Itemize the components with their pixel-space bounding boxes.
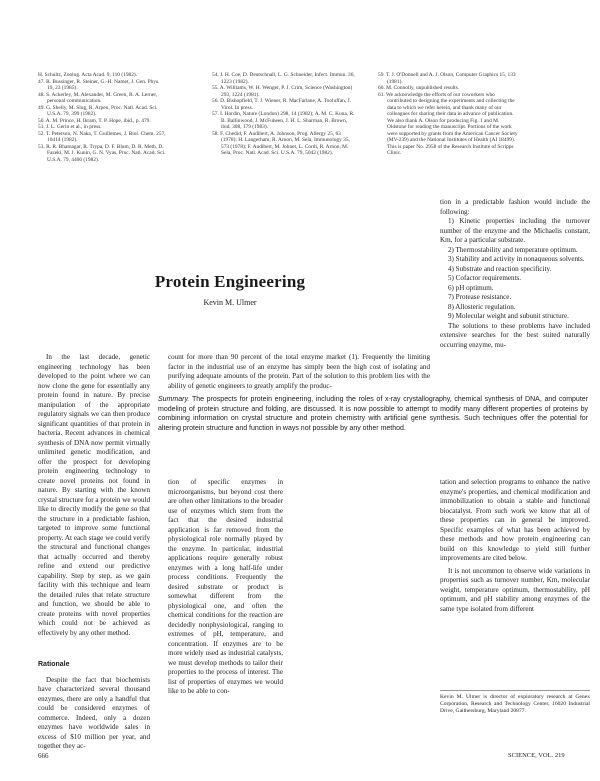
references-col-2 xyxy=(212,72,357,157)
body-column-b-top xyxy=(168,353,430,391)
reference-entry: 59. T. J. O'Donnell and A. J. Olson, Computer Graphics 15, 133 (1981). xyxy=(378,72,516,85)
reference-entry: 61. We acknowledge the efforts of our coworkers who contributed to designing the experiments and collecting the data to which we refer herein, and thank many of our colleagues for sharing their data in advance of publication. We also thank A. Olson for producing Fig. 1 and M. Oldstone for reading the manuscript. Portions of the work were supported by grants from the American Cancer Society (MV-239) and the National Institutes of Health (AI 18499). This is paper No. 2958 of the Research Institute of Scripps Clinic. xyxy=(378,91,518,156)
reference-entry: 57. I. Hordin, Nature (London) 298, 14 (1982); A. M. C. Kuna, R. B. Ballinwood, J. McFuheen, J. H. L. Sharman, R. Brown, ibid. 308, 179 (1983). xyxy=(212,111,355,130)
references-col-1 xyxy=(38,72,166,163)
reference-entry: 55. A. Williams, W. H. Wenger, P. J. Crim, Science (Washington) 293, 1224 (1981). xyxy=(212,85,353,98)
right-top-column xyxy=(440,198,590,350)
property-list xyxy=(440,217,590,322)
reference-entry: 49. G. Shelly, M. Slug, R. Arpen, Proc. Natl. Acad. Sci. U.S.A. 79, 399 (1982). xyxy=(38,104,158,117)
column-c-paragraph: tation and selection programs to enhance the native enzyme's properties, and chemical modification and immobilization to obtain a stable and functional biocatalyst. From such work we know that all of these properties can in general be improved. Specific examples of what has been achieved by these methods and how protein engineering can build on this knowledge to yield still further improvements are cited below. xyxy=(440,478,590,562)
summary-block xyxy=(158,395,588,433)
reference-entry: 54. J. H. Coe, D. Deutschnall, L. G. Schneider, Infect. Immun. 36, 1223 (1982). xyxy=(212,72,355,85)
property-list-item: 3) Stability and activity in nonaqueous solvents. xyxy=(448,255,585,263)
column-c-paragraph-2: It is not uncommon to observe wide variations in properties such as turnover number, Km, molecular weight, temperature optimum, thermostability, pH optimum, and pH stability among enzymes of the same type isolated from different xyxy=(440,566,590,613)
property-list-item: 8) Allosteric regulation. xyxy=(448,302,516,311)
references-col-3 xyxy=(378,72,518,157)
property-list-item: 5) Cofactor requirements. xyxy=(448,274,522,282)
article-title: Protein Engineering xyxy=(154,272,306,291)
rationale-paragraph: Despite the fact that biochemists have characterized several thousand enzymes, there are only a handful that could be considered enzymes of commerce. Indeed, only a dozen enzymes have worldwide sales in excess of $10 million per year, and together they ac- xyxy=(38,675,150,750)
reference-entry: 58. F. Chedid, F. Audibert, A. Johnson, Prog. Allergy 25, 63 (1978); H. Langerham, R. Arnon, M. Sela, Immunology 35, 573 (1978); F. Audibert, M. Johnet, L. Cordi, R. Arnon, M. Sela, Proc. Natl. Acad. Sci. U.S.A. 79, 5042 (1982). xyxy=(212,130,350,156)
property-list-item: 6) pH optimum. xyxy=(448,283,494,292)
page-number: 666 xyxy=(38,752,49,760)
reference-entry: 48. S. Ackerley, M. Alexander, M. Green, R. A. Lerner, personal communication. xyxy=(38,91,158,104)
body-column-c-bottom xyxy=(440,478,590,614)
summary-text: The prospects for protein engineering, including the roles of x-ray crystallography, chemical synthesis of DNA, and computer modeling of protein structure and folding, are discussed. It is now possible to attempt to modify many different properties of proteins by combining information on crystal structure and protein chemistry with artificial gene synthesis. Such techniques offer the potential for altering protein structure and function in ways not possible by any other method. xyxy=(158,396,588,432)
reference-entry: 50. A. M. Prince, H. Ikram, T. P. Hope, ibid., p. 479. xyxy=(38,117,151,124)
body-column-b-bottom xyxy=(168,478,283,697)
reference-entry: 56. D. Bishopfield, T. J. Wiener, R. MacFarlane, A. Tooluffan, J. Virol. In press. xyxy=(212,98,351,111)
reference-entry: 53. R. R. Bhatnagar, R. Trypa, D. F. Blum, D. R. Meth, D. Fazeki, M. J. Kunin, G. N. Vyas, Proc. Natl. Acad. Sci. U.S.A. 79, 4400 (1982). xyxy=(38,143,166,163)
body-column-a xyxy=(38,353,150,752)
author-bio: Kevin M. Ulmer is director of exploratory research at Genex Corporation, Research and Technology Center, 16020 Industrial Drive, Gaithersburg, Maryland 20877. xyxy=(440,690,590,714)
column-b-paragraph: count for more than 90 percent of the total enzyme market (1). Frequently the limiting factor in the industrial use of an enzyme has simply been the high cost of isolating and purifying adequate amounts of the protein. Part of the solution to this problem lies with the ability of genetic engineers to greatly amplify the produc- xyxy=(168,353,430,390)
property-list-item: 4) Substrate and reaction specificity. xyxy=(448,264,552,273)
journal-footer: SCIENCE, VOL. 219 xyxy=(508,752,565,759)
reference-entry: 47. R. Bussinger, R. Steiner, G.-H. Namet, J. Gen. Phys. 19, 23 (1985). xyxy=(38,78,160,91)
reference-entry: 52. T. Peterson, N. Naka, T. Guillemes, J. Biol. Chem. 257, 10414 (1982). xyxy=(38,130,166,143)
list-intro: tion in a predictable fashion would include the following: xyxy=(440,198,590,216)
section-heading-rationale: Rationale xyxy=(38,661,70,668)
reference-entry: H. Schultz, Zoolog. Acta Acad. 9, 110 (1982). xyxy=(38,72,138,78)
reference-entry: 60. M. Connolly, unpublished results. xyxy=(378,85,460,91)
property-list-item: 2) Thermostability and temperature optimum. xyxy=(448,245,578,254)
summary-label: Summary. xyxy=(158,396,190,403)
article-author: Kevin M. Ulmer xyxy=(203,298,257,307)
list-after: The solutions to these problems have included extensive searches for the best suited naturally occurring enzyme, mu- xyxy=(440,321,590,349)
column-b-continued: tion of specific enzymes in microorganisms, but beyond cost there are often other limitations to the broader use of enzymes which stem from the fact that the desired industrial application is far removed from the physiological role normally played by the enzyme. In particular, industrial applications require generally robust enzymes with a long half-life under process conditions. Frequently the desired substrate or product is somewhat different from the physiological one, and often the chemical conditions for the reaction are decidedly nonphysiological, ranging to extremes of pH, temperature, and concentration. If enzymes are to be more widely used as industrial catalysts, we must develop methods to tailor their properties to the process of interest. The list of properties of enzymes we would like to be able to con- xyxy=(168,478,283,695)
property-list-item: 9) Molecular weight and subunit structure. xyxy=(448,312,569,320)
property-list-item: 1) Kinetic properties including the turnover number of the enzyme and the Michaelis constant, Km, for a particular substrate. xyxy=(440,217,590,244)
property-list-item: 7) Protease resistance. xyxy=(448,293,512,301)
intro-paragraph: In the last decade, genetic engineering technology has been developed to the point where we can now clone the gene for essentially any protein found in nature. By precise manipulation of the appropriate regulatory signals we can then produce significant quantities of that protein in bacteria. Recent advances in chemical synthesis of DNA now permit virtually unlimited genetic modification, and offer the prospect for developing protein engineering technology to create novel proteins not found in nature. By starting with the known crystal structure for a protein we would like to directly modify the gene so that the structure in a predictable fashion, targeted to improve some functional property. At each stage we could verify the structural and functional changes that actually occurred and thereby refine and extend our predictive capability. Step by step, as we gain facility with this technique and learn the detailed rules that relate structure and function, we should be able to create proteins with novel properties which could not be achieved as effectively by any other method. xyxy=(38,353,150,637)
reference-entry: 51. J. L. Gerin et al., in press. xyxy=(38,124,102,130)
